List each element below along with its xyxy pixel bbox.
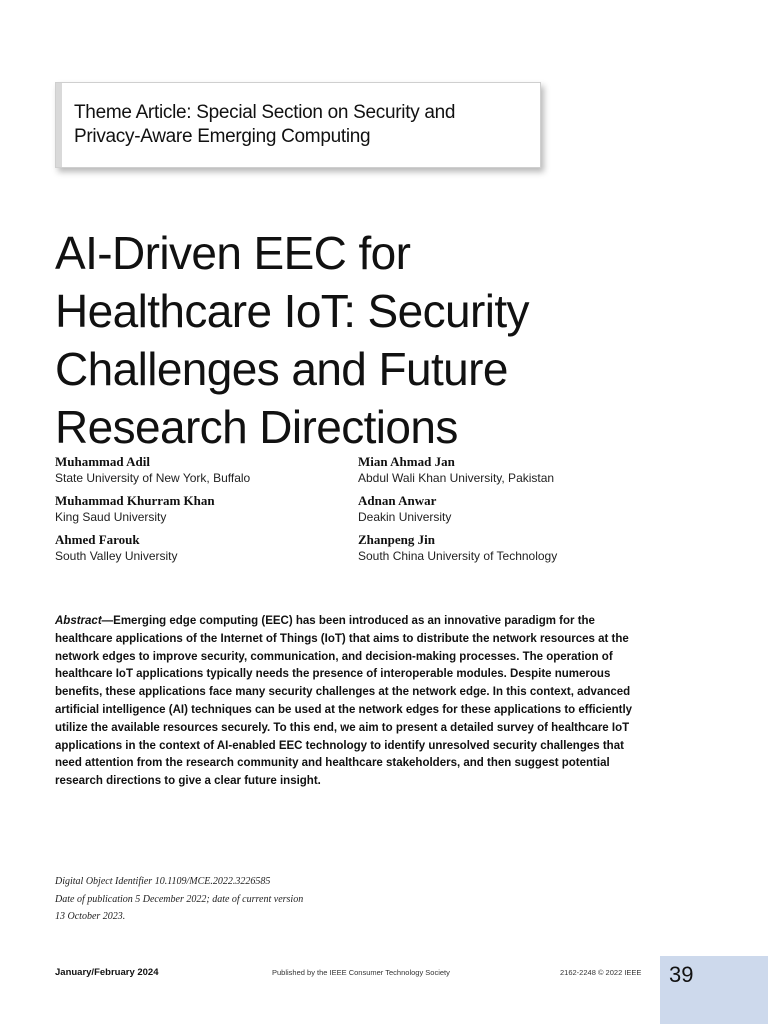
author-entry bbox=[55, 454, 355, 486]
abstract-label: Abstract bbox=[55, 615, 102, 627]
abstract-text: —Emerging edge computing (EEC) has been introduced as an innovative paradigm for the healthcare applications of the Internet of Things (IoT) that aims to distribute the network resources at the network edges to improve security, communication, and decision-making processes. The operation of healthcare IoT applications typically needs the presence of interoperable modules. Despite numerous benefits, these applications face many security challenges at the network edge. In this context, advanced artificial intelligence (AI) techniques can be used at the network edges for these applications to efficiently utilize the available resources securely. To this end, we aim to present a detailed survey of healthcare IoT applications in the context of AI-enabled EEC technology to identify unresolved security challenges that need attention from the research community and healthcare stakeholders, and then suggest potential research directions to give a clear future insight. bbox=[55, 615, 633, 788]
title-line-3: Challenges and Future bbox=[55, 343, 508, 395]
footer-issn: 2162-2248 © 2022 IEEE bbox=[560, 968, 642, 977]
author-affiliation: King Saud University bbox=[55, 510, 167, 524]
title-line-1: AI-Driven EEC for bbox=[55, 227, 411, 279]
author-name: Adnan Anwar bbox=[358, 493, 437, 508]
current-version-line: 13 October 2023. bbox=[55, 911, 126, 922]
publication-info bbox=[55, 873, 385, 926]
page-number-box bbox=[660, 956, 768, 1024]
author-entry bbox=[55, 532, 355, 564]
author-name: Mian Ahmad Jan bbox=[358, 454, 455, 469]
author-name: Zhanpeng Jin bbox=[358, 532, 435, 547]
publication-date-line: Date of publication 5 December 2022; date of current version bbox=[55, 893, 304, 905]
theme-article-label bbox=[74, 101, 534, 149]
author-entry bbox=[55, 493, 355, 525]
theme-article-box bbox=[55, 82, 541, 168]
page-number: 39 bbox=[669, 962, 694, 987]
author-name: Muhammad Khurram Khan bbox=[55, 493, 215, 508]
author-affiliation: South Valley University bbox=[55, 549, 178, 563]
author-entry bbox=[358, 532, 658, 564]
author-name: Ahmed Farouk bbox=[55, 532, 140, 547]
abstract bbox=[55, 613, 635, 791]
author-name: Muhammad Adil bbox=[55, 454, 150, 469]
author-affiliation: Abdul Wali Khan University, Pakistan bbox=[358, 471, 555, 485]
author-affiliation: Deakin University bbox=[358, 510, 452, 524]
author-affiliation: State University of New York, Buffalo bbox=[55, 471, 251, 485]
doi-line: Digital Object Identifier 10.1109/MCE.2022.3226585 bbox=[55, 876, 271, 887]
title-line-2: Healthcare IoT: Security bbox=[55, 285, 529, 337]
footer-publisher: Published by the IEEE Consumer Technology Society bbox=[272, 968, 450, 977]
title-line-4: Research Directions bbox=[55, 401, 458, 453]
article-title bbox=[55, 224, 675, 456]
author-affiliation: South China University of Technology bbox=[358, 549, 558, 563]
theme-box-accent bbox=[56, 83, 62, 167]
author-entry bbox=[358, 493, 658, 525]
theme-line-1: Theme Article: Special Section on Security and bbox=[74, 102, 456, 123]
footer-issue-date: January/February 2024 bbox=[55, 967, 159, 978]
theme-line-2: Privacy-Aware Emerging Computing bbox=[74, 126, 371, 147]
author-entry bbox=[358, 454, 658, 486]
